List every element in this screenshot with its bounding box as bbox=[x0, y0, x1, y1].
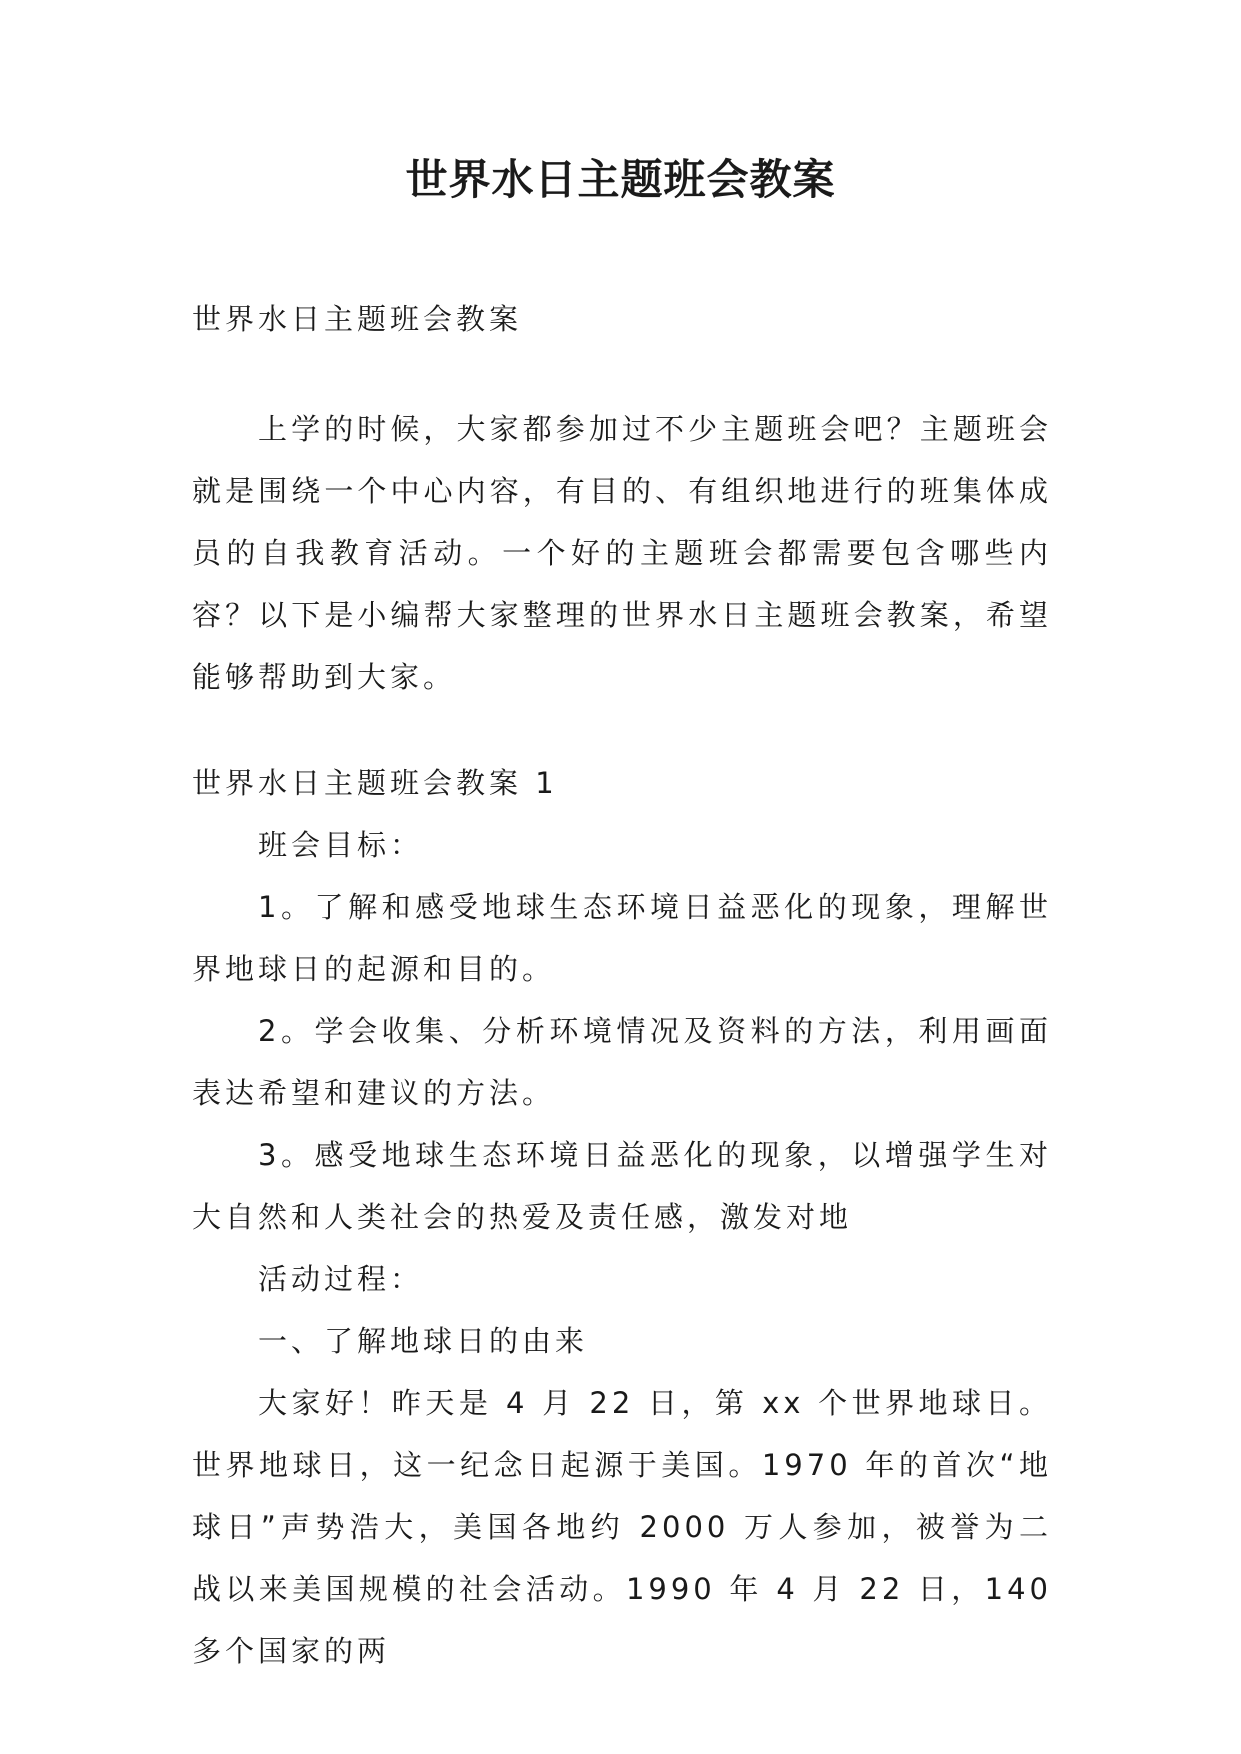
intro-paragraph: 上学的时候，大家都参加过不少主题班会吧？主题班会就是围绕一个中心内容，有目的、有组织地进行的班集体成员的自我教育活动。一个好的主题班会都需要包含哪些内容？以下是小编帮大家整理的世界水日主题班会教案，希望能够帮助到大家。 bbox=[192, 412, 1052, 694]
section-title: 世界水日主题班会教案 1 bbox=[192, 766, 558, 800]
document-subtitle: 世界水日主题班会教案 bbox=[192, 302, 523, 336]
paragraph-goal-2: 2。学会收集、分析环境情况及资料的方法，利用画面表达希望和建议的方法。 bbox=[192, 1014, 1052, 1110]
paragraph-goal-1: 1。了解和感受地球生态环境日益恶化的现象，理解世界地球日的起源和目的。 bbox=[192, 890, 1052, 986]
paragraph-process-heading: 活动过程： bbox=[258, 1262, 424, 1296]
document-title: 世界水日主题班会教案 bbox=[405, 155, 836, 204]
paragraph-earth-day-history: 大家好！昨天是 4 月 22 日，第 xx 个世界地球日。世界地球日，这一纪念日起源于美国。1970 年的首次“地球日”声势浩大，美国各地约 2000 万人参加，被誉为二战以来美国规模的社会活动。1990 年 4 月 22 日，140 多个国家的两 bbox=[192, 1386, 1052, 1668]
paragraph-part-1-heading: 一、了解地球日的由来 bbox=[258, 1324, 589, 1358]
section-content bbox=[192, 814, 1052, 1682]
paragraph-goals-heading: 班会目标： bbox=[258, 828, 424, 862]
paragraph-goal-3: 3。感受地球生态环境日益恶化的现象，以增强学生对大自然和人类社会的热爱及责任感，激发对地 bbox=[192, 1138, 1052, 1234]
